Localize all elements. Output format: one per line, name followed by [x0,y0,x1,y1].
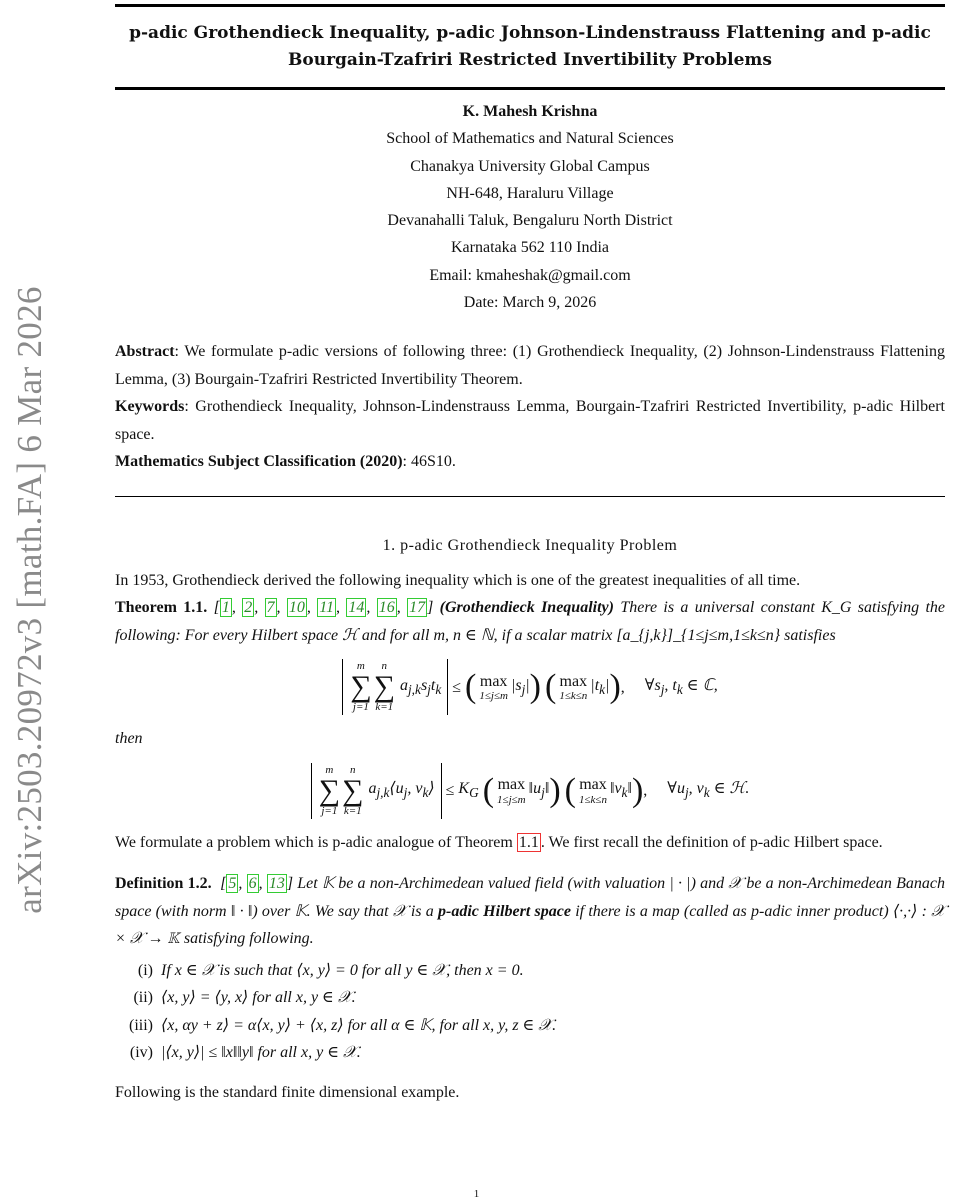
definition-text: Let 𝕂 be a non-Archimedean valued field (with valuation | · |) and 𝒳 be a non-Archimedean Banach space (with norm ‖ · ‖) over 𝕂. We say that 𝒳 is a [115,875,946,920]
arxiv-identifier: arXiv:2503.20972v3 [math.FA] 6 Mar 2026 [10,286,49,914]
section-1-intro: In 1953, Grothendieck derived the following inequality which is one of the greatest inequalities of all time. [115,571,801,589]
citation-link[interactable]: 11 [319,599,335,617]
item-text: If x ∈ 𝒳 is such that ⟨x, y⟩ = 0 for all y ∈ 𝒳, then x = 0. [161,961,524,979]
author-name: K. Mahesh Krishna [462,103,598,120]
after-theorem-text: We formulate a problem which is p-adic analogue of Theorem [115,833,513,851]
citation-link[interactable]: 5 [228,875,237,893]
page-number: 1 [473,1188,480,1200]
affiliation-line-2: Chanakya University Global Campus [410,157,650,175]
item-text: |⟨x, y⟩| ≤ ‖x‖‖y‖ for all x, y ∈ 𝒳. [161,1044,361,1062]
affiliation-line-4: Devanahalli Taluk, Bengaluru North District [387,212,673,230]
arxiv-sidebar [0,0,60,1200]
theorem-statement: There is a universal constant K_G satisfying the following: For every Hilbert space ℋ and for all m, n ∈ ℕ, if a scalar matrix [a_{j,k}]_{1≤j≤m,1≤k≤n} satisfies [115,599,946,644]
msc-paragraph [115,448,945,476]
citation-link[interactable]: 1 [221,599,230,617]
citation-link[interactable]: 13 [268,875,285,893]
definition-1-2: Definition 1.2. [ 5 , 6 , 13 ] Let 𝕂 be a non-Archimedean valued field (with valuation | · |) and 𝒳 be a non-Archimedean Banach space (with norm ‖ · ‖) over 𝕂. We say that 𝒳 is a p-adic Hilbert space if there is a map (called as p-adic inner product) ⟨·,·⟩ : 𝒳 × 𝒳 → 𝕂 satisfying following. [115,875,946,948]
item-number: (iv) [129,1044,153,1062]
definition-term: p-adic Hilbert space [438,902,571,920]
item-number: (iii) [129,1016,153,1034]
definition-items [115,957,945,1067]
definition-label: Definition 1.2. [115,875,212,893]
keywords-label: Keywords [115,398,185,416]
citation-link[interactable]: 16 [378,599,395,617]
keywords-paragraph [115,393,945,448]
after-theorem-paragraph [115,829,945,857]
citation-link[interactable]: 6 [248,875,257,893]
item-number: (ii) [133,989,153,1007]
list-item [115,1039,945,1067]
item-text: ⟨x, αy + z⟩ = α⟨x, y⟩ + ⟨x, z⟩ for all α ∈ 𝕂, for all x, y, z ∈ 𝒳. [161,1016,557,1034]
title-line-1: p-adic Grothendieck Inequality, p-adic Johnson-Lindenstrauss Flattening and p-adic [129,23,931,43]
item-number: (i) [137,961,153,979]
theorem-1-1 [115,594,945,649]
affiliation-line-5: Karnataka 562 110 India [450,239,609,257]
item-text: ⟨x, y⟩ = ⟨y, x⟩ for all x, y ∈ 𝒳. [161,989,356,1007]
theorem-citations: [ 1 , 2 , 7 , 10 , 11 , 14 , 16 , 17 ] [213,599,434,617]
abstract-rule [115,496,945,497]
paper-date: Date: March 9, 2026 [463,294,597,312]
equation-hypothesis: m ∑ j=1 n ∑ k=1 $a_{j,k}s_jt_k$ ≤ ( max 1≤j≤m $|s_j|$ ) ( max 1≤k≤n $|t_k|$ ) , $\forall s_j$, $t_k$ ∈ ℂ, [115,659,945,715]
citation-link[interactable]: 17 [409,599,426,617]
citation-link[interactable]: 10 [288,599,305,617]
msc-label: Mathematics Subject Classification (2020) [115,453,403,471]
title-bottom-rule [115,87,945,90]
list-item [115,1012,945,1040]
section-1-title: 1. p-adic Grothendieck Inequality Problem [382,536,678,554]
closing-paragraph: Following is the standard finite dimensional example. [115,1083,460,1101]
author-email[interactable]: Email: kmaheshak@gmail.com [429,266,631,284]
abstract-block [115,338,945,476]
after-theorem-end: . We first recall the definition of p-adic Hilbert space. [540,833,883,851]
list-item [115,957,945,985]
abstract-paragraph [115,338,945,393]
affiliation-line-1: School of Mathematics and Natural Sciences [386,130,674,148]
abstract-text: : We formulate p-adic versions of following three: (1) Grothendieck Inequality, (2) Johnson-Lindenstrauss Flattening Lemma, (3) Bourgain-Tzafriri Restricted Invertibility Theorem. [115,343,945,388]
msc-text: : 46S10. [402,453,456,471]
theorem-name: (Grothendieck Inequality) [439,599,614,617]
section-1-body [115,567,945,1107]
equation-conclusion: m ∑ j=1 n ∑ k=1 $a_{j,k}⟨u_j$, $v_k⟩$ ≤ $K_G$ ( max 1≤j≤m $‖u_j‖$ ) ( max 1≤k≤n $‖v_k‖$ ) , $\forall u_j$, $v_k$ ∈ ℋ. [115,763,945,819]
citation-link[interactable]: 7 [266,599,275,617]
abstract-label: Abstract [115,343,175,361]
title-line-2: Bourgain-Tzafriri Restricted Invertibility Problems [288,50,772,70]
citation-link[interactable]: 2 [244,599,253,617]
paper-page [115,0,945,1106]
definition-text-end: if there is a map (called as p-adic inner product) ⟨·,·⟩ : 𝒳 × 𝒳 → 𝕂 satisfying following. [115,902,946,948]
citation-link[interactable]: 14 [348,599,365,617]
list-item [115,984,945,1012]
theorem-label: Theorem 1.1. [115,599,208,617]
theorem-ref-link[interactable]: 1.1 [518,833,539,851]
author-block [115,98,945,316]
paper-title [115,7,945,87]
keywords-text: : Grothendieck Inequality, Johnson-Lindenstrauss Lemma, Bourgain-Tzafriri Restricted Invertibility, p-adic Hilbert space. [115,398,945,443]
theorem-then: then [115,730,143,748]
affiliation-line-3: NH-648, Haraluru Village [446,184,614,202]
